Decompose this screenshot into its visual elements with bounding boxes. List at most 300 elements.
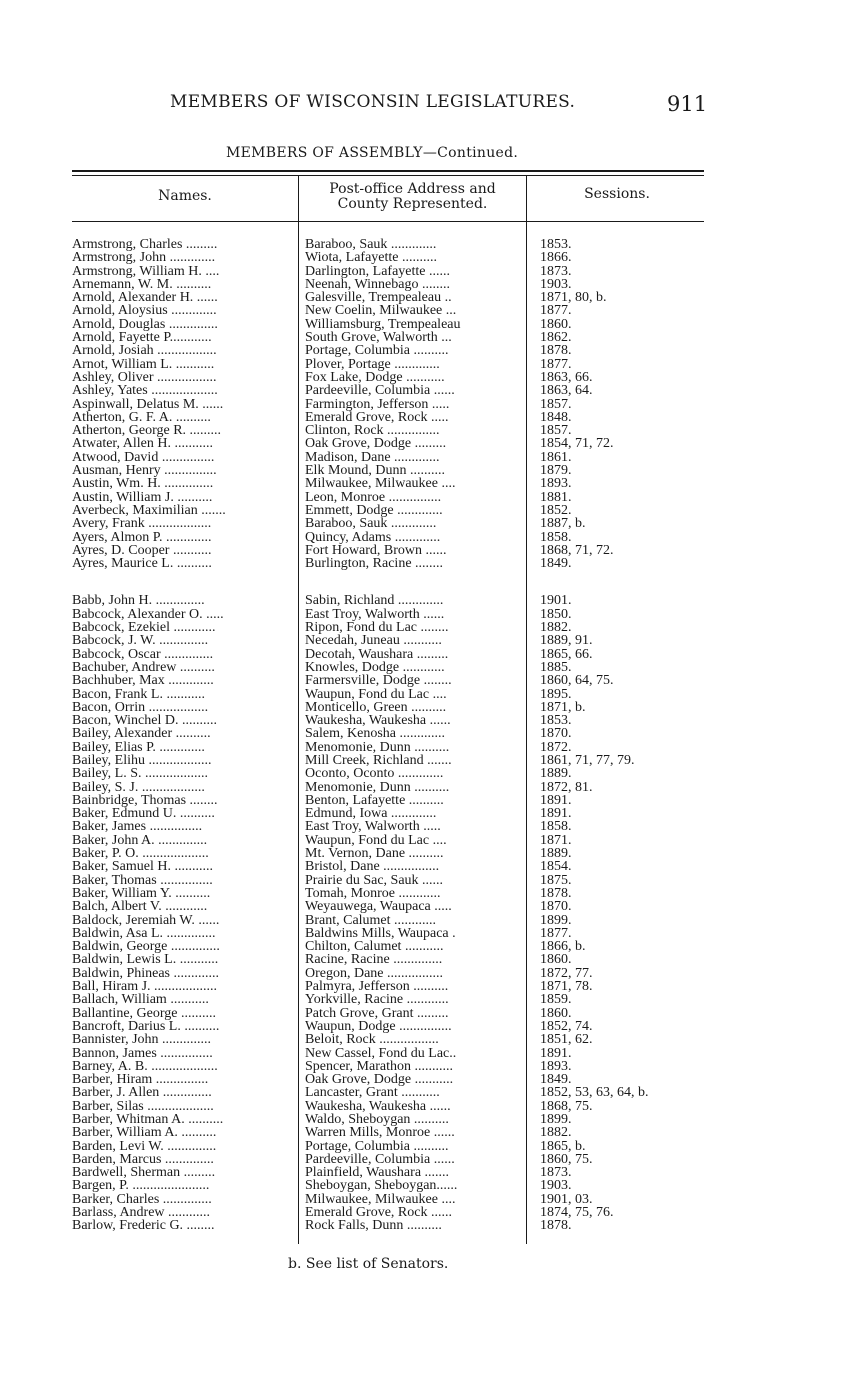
member-sessions: 1899.	[540, 912, 572, 928]
member-address: Portage, Columbia ..........	[305, 1139, 449, 1153]
member-address: New Coelin, Milwaukee ...	[305, 304, 457, 318]
member-sessions: 1873.	[540, 1165, 572, 1181]
member-address: Racine, Racine ..............	[305, 953, 443, 967]
member-sessions: 1872, 77.	[540, 965, 593, 981]
member-sessions: 1889, 91.	[540, 633, 593, 649]
member-address: Yorkville, Racine ............	[305, 993, 449, 1007]
member-sessions: 1889.	[540, 846, 572, 862]
member-name: Bachhuber, Max .............	[72, 674, 214, 688]
member-row	[72, 754, 712, 767]
member-sessions: 1882.	[540, 1125, 572, 1141]
member-address: Fox Lake, Dodge ...........	[305, 370, 445, 385]
member-sessions: 1891.	[540, 806, 572, 822]
member-row	[72, 887, 712, 900]
member-sessions: 1849.	[540, 1072, 572, 1088]
member-sessions: 1885.	[540, 659, 572, 675]
member-row	[72, 491, 712, 504]
member-address: Sheboygan, Sheboygan......	[305, 1179, 458, 1193]
member-address: Burlington, Racine ........	[305, 557, 444, 571]
group-b-rows	[72, 594, 712, 1232]
member-name: Baker, James ...............	[72, 820, 203, 834]
member-row	[72, 767, 712, 780]
member-sessions: 1872, 81.	[540, 779, 593, 795]
member-address: Neenah, Winnebago ........	[305, 277, 450, 292]
member-address: Mt. Vernon, Dane ..........	[305, 847, 444, 861]
member-address: Elk Mound, Dunn ..........	[305, 464, 445, 478]
member-sessions: 1868, 71, 72.	[540, 542, 614, 558]
member-name: Ballantine, George ..........	[72, 1006, 216, 1020]
member-name: Atwood, David ...............	[72, 450, 215, 465]
member-row	[72, 1206, 712, 1219]
member-address: Decotah, Waushara .........	[305, 647, 449, 661]
member-address: Bristol, Dane ................	[305, 860, 440, 874]
member-name: Austin, William J. ..........	[72, 490, 213, 504]
header-bottom-rule	[72, 221, 704, 222]
member-name: Bargen, P. ......................	[72, 1179, 210, 1193]
member-sessions: 1901, 03.	[540, 1191, 593, 1207]
member-sessions: 1871.	[540, 832, 572, 848]
member-name: Bachuber, Andrew ..........	[72, 660, 215, 675]
member-sessions: 1882.	[540, 620, 572, 636]
member-address: South Grove, Walworth ...	[305, 331, 452, 345]
member-row	[72, 834, 712, 847]
member-name: Baker, P. O. ...................	[72, 847, 209, 861]
member-sessions: 1870.	[540, 899, 572, 915]
member-address: Farmington, Jefferson .....	[305, 397, 450, 411]
member-address: Madison, Dane .............	[305, 450, 440, 465]
member-address: Emerald Grove, Rock ......	[305, 1206, 452, 1220]
member-row	[72, 1073, 712, 1086]
member-row	[72, 807, 712, 820]
member-row	[72, 914, 712, 927]
member-row	[72, 278, 712, 291]
member-address: Waupun, Fond du Lac ....	[305, 833, 447, 848]
member-address: Prairie du Sac, Sauk ......	[305, 873, 444, 887]
member-sessions: 1860.	[540, 1005, 572, 1021]
member-address: Oak Grove, Dodge .........	[305, 437, 447, 451]
member-row	[72, 847, 712, 860]
member-address: Plainfield, Waushara .......	[305, 1166, 450, 1180]
member-address: East Troy, Walworth ......	[305, 607, 445, 622]
member-sessions: 1877.	[540, 356, 572, 372]
page-number: 911	[667, 92, 708, 116]
member-sessions: 1891.	[540, 1045, 572, 1061]
member-name: Ayres, Maurice L. ..........	[72, 557, 212, 571]
top-rule-thick	[72, 170, 704, 172]
member-row	[72, 927, 712, 940]
member-name: Barber, William A. ..........	[72, 1126, 217, 1140]
member-address: Pardeeville, Columbia ......	[305, 384, 455, 398]
member-sessions: 1877.	[540, 303, 572, 319]
member-name: Baldwin, Asa L. ..............	[72, 926, 216, 941]
member-address: Fort Howard, Brown ......	[305, 543, 447, 558]
member-row	[72, 727, 712, 740]
column-header-address-line2: County Represented.	[337, 196, 488, 212]
member-row	[72, 634, 712, 647]
member-name: Ausman, Henry ...............	[72, 464, 217, 478]
column-header-address-line1: Post-office Address and	[329, 181, 496, 197]
member-row	[72, 437, 712, 450]
page-header-title: MEMBERS OF WISCONSIN LEGISLATURES.	[170, 92, 576, 112]
member-address: Waukesha, Waukesha ......	[305, 714, 451, 728]
member-name: Arnold, Josiah .................	[72, 344, 217, 358]
member-name: Baker, William Y. ..........	[72, 886, 211, 901]
member-sessions: 1865, 66.	[540, 646, 593, 662]
member-row	[72, 648, 712, 661]
member-name: Arnot, William L. ...........	[72, 357, 215, 371]
member-sessions: 1853.	[540, 237, 572, 252]
member-row	[72, 993, 712, 1006]
member-row	[72, 820, 712, 833]
member-name: Bacon, Orrin .................	[72, 700, 209, 715]
member-sessions: 1873.	[540, 263, 572, 279]
member-row	[72, 1153, 712, 1166]
member-address: Palmyra, Jefferson ..........	[305, 980, 449, 994]
member-row	[72, 1033, 712, 1046]
member-sessions: 1850.	[540, 606, 572, 622]
member-row	[72, 464, 712, 477]
member-address: Plover, Portage .............	[305, 357, 440, 371]
member-sessions: 1871, 78.	[540, 979, 593, 995]
member-address: Baraboo, Sauk .............	[305, 238, 437, 252]
member-row	[72, 621, 712, 634]
member-sessions: 1853.	[540, 713, 572, 729]
column-header-sessions: Sessions.	[584, 186, 650, 202]
member-sessions: 1878.	[540, 343, 572, 359]
member-address: Beloit, Rock .................	[305, 1033, 439, 1047]
member-address: Rock Falls, Dunn ..........	[305, 1219, 442, 1233]
member-address: Spencer, Marathon ...........	[305, 1059, 453, 1074]
footnote: b. See list of Senators.	[288, 1256, 449, 1272]
member-address: Waukesha, Waukesha ......	[305, 1099, 451, 1113]
member-address: Galesville, Trempealeau ..	[305, 291, 452, 305]
member-sessions: 1863, 64.	[540, 383, 593, 399]
member-name: Bacon, Winchel D. ..........	[72, 714, 217, 728]
member-sessions: 1861.	[540, 449, 572, 465]
member-name: Baldwin, Lewis L. ...........	[72, 953, 219, 967]
member-name: Ashley, Yates ...................	[72, 384, 218, 398]
member-row	[72, 967, 712, 980]
member-address: Lancaster, Grant ...........	[305, 1086, 440, 1100]
member-sessions: 1851, 62.	[540, 1032, 593, 1048]
member-row	[72, 1113, 712, 1126]
member-address: Emmett, Dodge .............	[305, 503, 443, 518]
member-row	[72, 531, 712, 544]
member-sessions: 1860.	[540, 316, 572, 332]
member-name: Babb, John H. ..............	[72, 594, 205, 608]
member-name: Barber, Silas ...................	[72, 1099, 214, 1113]
member-row	[72, 1100, 712, 1113]
member-name: Ballach, William ...........	[72, 993, 209, 1007]
member-sessions: 1857.	[540, 396, 572, 412]
member-sessions: 1860, 64, 75.	[540, 673, 614, 689]
member-row	[72, 517, 712, 530]
member-name: Bardwell, Sherman .........	[72, 1166, 216, 1180]
member-sessions: 1862.	[540, 330, 572, 346]
member-address: Tomah, Monroe ............	[305, 886, 441, 901]
member-name: Aspinwall, Delatus M. ......	[72, 397, 224, 411]
member-row	[72, 608, 712, 621]
member-row	[72, 594, 712, 607]
member-name: Barlow, Frederic G. ........	[72, 1219, 215, 1233]
member-name: Barber, Whitman A. ..........	[72, 1113, 224, 1127]
member-sessions: 1849.	[540, 556, 572, 572]
member-address: Menomonie, Dunn ..........	[305, 780, 450, 794]
member-row	[72, 794, 712, 807]
member-name: Bacon, Frank L. ...........	[72, 687, 205, 701]
member-name: Baker, Edmund U. ..........	[72, 807, 215, 821]
member-name: Barker, Charles ..............	[72, 1192, 212, 1207]
member-address: Brant, Calumet ............	[305, 913, 437, 927]
member-sessions: 1866.	[540, 250, 572, 266]
member-row	[72, 398, 712, 411]
member-sessions: 1860, 75.	[540, 1151, 593, 1167]
member-name: Bainbridge, Thomas ........	[72, 793, 218, 808]
member-address: Milwaukee, Milwaukee ....	[305, 1192, 456, 1207]
member-row	[72, 424, 712, 437]
member-name: Babcock, J. W. ..............	[72, 634, 209, 648]
member-sessions: 1848.	[540, 409, 572, 425]
member-row	[72, 304, 712, 317]
member-sessions: 1854, 71, 72.	[540, 436, 614, 452]
member-name: Arnold, Fayette P............	[72, 331, 212, 345]
member-sessions: 1860.	[540, 952, 572, 968]
member-name: Ball, Hiram J. ..................	[72, 980, 218, 994]
member-row	[72, 1020, 712, 1033]
member-row	[72, 1193, 712, 1206]
member-name: Bailey, Elias P. .............	[72, 740, 205, 754]
member-row	[72, 980, 712, 993]
member-name: Balch, Albert V. ............	[72, 900, 208, 914]
member-sessions: 1881.	[540, 489, 572, 505]
member-sessions: 1899.	[540, 1112, 572, 1127]
member-address: Chilton, Calumet ...........	[305, 940, 444, 954]
member-address: Salem, Kenosha .............	[305, 727, 445, 741]
member-row	[72, 318, 712, 331]
member-address: Milwaukee, Milwaukee ....	[305, 477, 456, 491]
member-row	[72, 940, 712, 953]
member-row	[72, 411, 712, 424]
member-row	[72, 1179, 712, 1192]
column-header-address	[299, 182, 526, 212]
member-name: Atwater, Allen H. ...........	[72, 437, 213, 451]
member-row	[72, 358, 712, 371]
member-name: Arnold, Aloysius .............	[72, 304, 217, 318]
member-row	[72, 701, 712, 714]
member-address: Baraboo, Sauk .............	[305, 517, 437, 531]
member-row	[72, 953, 712, 966]
member-name: Baldwin, Phineas .............	[72, 966, 219, 981]
member-sessions: 1854.	[540, 859, 572, 875]
member-row	[72, 900, 712, 913]
member-address: Waldo, Sheboygan ..........	[305, 1113, 449, 1127]
member-sessions: 1895.	[540, 686, 572, 702]
member-name: Armstrong, Charles .........	[72, 238, 218, 252]
member-name: Arnemann, W. M. ..........	[72, 277, 212, 292]
member-row	[72, 1060, 712, 1073]
member-address: Leon, Monroe ...............	[305, 490, 442, 504]
member-address: Portage, Columbia ..........	[305, 344, 449, 358]
member-address: Oak Grove, Dodge ...........	[305, 1073, 454, 1087]
member-row	[72, 331, 712, 344]
member-address: Weyauwega, Waupaca .....	[305, 900, 452, 914]
member-name: Bannister, John ..............	[72, 1033, 212, 1047]
member-address: Menomonie, Dunn ..........	[305, 740, 450, 754]
member-address: Patch Grove, Grant .........	[305, 1006, 449, 1020]
member-sessions: 1863, 66.	[540, 369, 593, 385]
member-name: Ashley, Oliver .................	[72, 370, 217, 385]
member-name: Ayers, Almon P. .............	[72, 530, 212, 544]
member-row	[72, 714, 712, 727]
member-address: Edmund, Iowa .............	[305, 807, 437, 821]
member-sessions: 1857.	[540, 423, 572, 439]
member-name: Babcock, Alexander O. .....	[72, 607, 224, 622]
member-address: Farmersville, Dodge ........	[305, 674, 452, 688]
member-name: Bailey, S. J. ..................	[72, 780, 205, 794]
member-address: Oconto, Oconto .............	[305, 767, 444, 781]
member-name: Bancroft, Darius L. ..........	[72, 1019, 220, 1034]
member-address: Waupun, Fond du Lac ....	[305, 687, 447, 701]
member-row	[72, 344, 712, 357]
member-row	[72, 860, 712, 873]
member-sessions: 1877.	[540, 925, 572, 941]
member-sessions: 1858.	[540, 819, 572, 835]
member-address: Baldwins Mills, Waupaca .	[305, 926, 456, 941]
member-name: Austin, Wm. H. ..............	[72, 477, 214, 491]
member-name: Barden, Marcus ..............	[72, 1152, 214, 1167]
member-address: Waupun, Dodge ...............	[305, 1019, 452, 1034]
member-sessions: 1893.	[540, 476, 572, 492]
member-row	[72, 384, 712, 397]
member-row	[72, 371, 712, 384]
member-row	[72, 661, 712, 674]
top-rule-thin	[72, 175, 704, 176]
member-address: New Cassel, Fond du Lac..	[305, 1046, 457, 1060]
member-address: East Troy, Walworth .....	[305, 820, 441, 834]
member-name: Avery, Frank ..................	[72, 517, 212, 531]
member-address: Quincy, Adams .............	[305, 530, 441, 544]
group-gap	[72, 570, 712, 594]
member-sessions: 1871, 80, b.	[540, 290, 607, 306]
member-address: Pardeeville, Columbia ......	[305, 1152, 455, 1167]
member-name: Barlass, Andrew ............	[72, 1206, 211, 1220]
member-sessions: 1875.	[540, 872, 572, 888]
member-name: Bailey, Alexander ..........	[72, 727, 211, 741]
member-sessions: 1903.	[540, 276, 572, 292]
member-address: Emerald Grove, Rock .....	[305, 410, 449, 425]
member-sessions: 1879.	[540, 463, 572, 479]
member-address: Ripon, Fond du Lac ........	[305, 621, 449, 635]
member-sessions: 1871, b.	[540, 699, 586, 715]
member-name: Arnold, Alexander H. ......	[72, 291, 218, 305]
member-name: Arnold, Douglas ..............	[72, 317, 218, 332]
group-a-rows	[72, 238, 712, 570]
member-row	[72, 688, 712, 701]
member-row	[72, 1126, 712, 1139]
member-row	[72, 251, 712, 264]
member-row	[72, 874, 712, 887]
member-row	[72, 544, 712, 557]
member-address: Warren Mills, Monroe ......	[305, 1126, 455, 1140]
member-sessions: 1852, 53, 63, 64, b.	[540, 1085, 649, 1101]
member-name: Baker, Thomas ...............	[72, 873, 213, 887]
member-row	[72, 1007, 712, 1020]
member-sessions: 1870.	[540, 726, 572, 742]
member-sessions: 1861, 71, 77, 79.	[540, 752, 635, 768]
member-sessions: 1858.	[540, 529, 572, 545]
member-address: Williamsburg, Trempealeau	[305, 317, 461, 332]
member-sessions: 1878.	[540, 885, 572, 901]
member-name: Baldock, Jeremiah W. ......	[72, 913, 220, 927]
member-name: Babcock, Ezekiel ............	[72, 621, 216, 635]
member-row	[72, 1047, 712, 1060]
member-name: Barney, A. B. ...................	[72, 1059, 218, 1074]
member-address: Monticello, Green ..........	[305, 700, 447, 715]
member-address: Oregon, Dane ................	[305, 966, 444, 981]
member-name: Barber, Hiram ...............	[72, 1073, 209, 1087]
member-row	[72, 781, 712, 794]
member-sessions: 1865, b.	[540, 1138, 586, 1154]
member-name: Atherton, G. F. A. ..........	[72, 410, 211, 425]
member-sessions: 1866, b.	[540, 939, 586, 955]
member-address: Wiota, Lafayette ..........	[305, 251, 437, 265]
section-subtitle: MEMBERS OF ASSEMBLY—Continued.	[226, 145, 519, 161]
member-address: Benton, Lafayette ..........	[305, 793, 444, 808]
member-name: Armstrong, John .............	[72, 251, 216, 265]
member-row	[72, 1219, 712, 1232]
member-name: Bailey, L. S. ..................	[72, 767, 208, 781]
member-name: Baker, Samuel H. ...........	[72, 860, 213, 874]
member-name: Baker, John A. ..............	[72, 833, 208, 848]
member-row	[72, 1166, 712, 1179]
member-name: Barber, J. Allen ..............	[72, 1086, 212, 1100]
member-address: Clinton, Rock ...............	[305, 424, 440, 438]
member-sessions: 1872.	[540, 739, 572, 755]
member-name: Bannon, James ...............	[72, 1046, 213, 1060]
member-sessions: 1868, 75.	[540, 1098, 593, 1114]
member-address: Knowles, Dodge ............	[305, 660, 445, 675]
member-name: Averbeck, Maximilian .......	[72, 503, 226, 518]
member-address: Sabin, Richland .............	[305, 594, 444, 608]
member-sessions: 1903.	[540, 1178, 572, 1194]
member-address: Darlington, Lafayette ......	[305, 264, 451, 278]
member-sessions: 1852.	[540, 502, 572, 518]
member-row	[72, 1086, 712, 1099]
member-name: Ayres, D. Cooper ...........	[72, 543, 212, 558]
member-row	[72, 674, 712, 687]
member-sessions: 1852, 74.	[540, 1018, 593, 1034]
member-address: Mill Creek, Richland .......	[305, 753, 452, 768]
member-name: Barden, Levi W. ..............	[72, 1139, 217, 1153]
member-row	[72, 291, 712, 304]
member-sessions: 1878.	[540, 1218, 572, 1234]
member-sessions: 1887, b.	[540, 516, 586, 532]
member-sessions: 1859.	[540, 992, 572, 1008]
member-row	[72, 504, 712, 517]
member-name: Baldwin, George ..............	[72, 940, 220, 954]
member-name: Bailey, Elihu ..................	[72, 753, 212, 768]
member-row	[72, 557, 712, 570]
member-row	[72, 238, 712, 251]
member-row	[72, 451, 712, 464]
member-name: Armstrong, William H. ....	[72, 264, 220, 278]
member-row	[72, 477, 712, 490]
member-name: Babcock, Oscar ..............	[72, 647, 214, 661]
member-sessions: 1901.	[540, 593, 572, 609]
member-name: Atherton, George R. .........	[72, 424, 222, 438]
member-row	[72, 265, 712, 278]
column-header-names: Names.	[158, 188, 212, 204]
